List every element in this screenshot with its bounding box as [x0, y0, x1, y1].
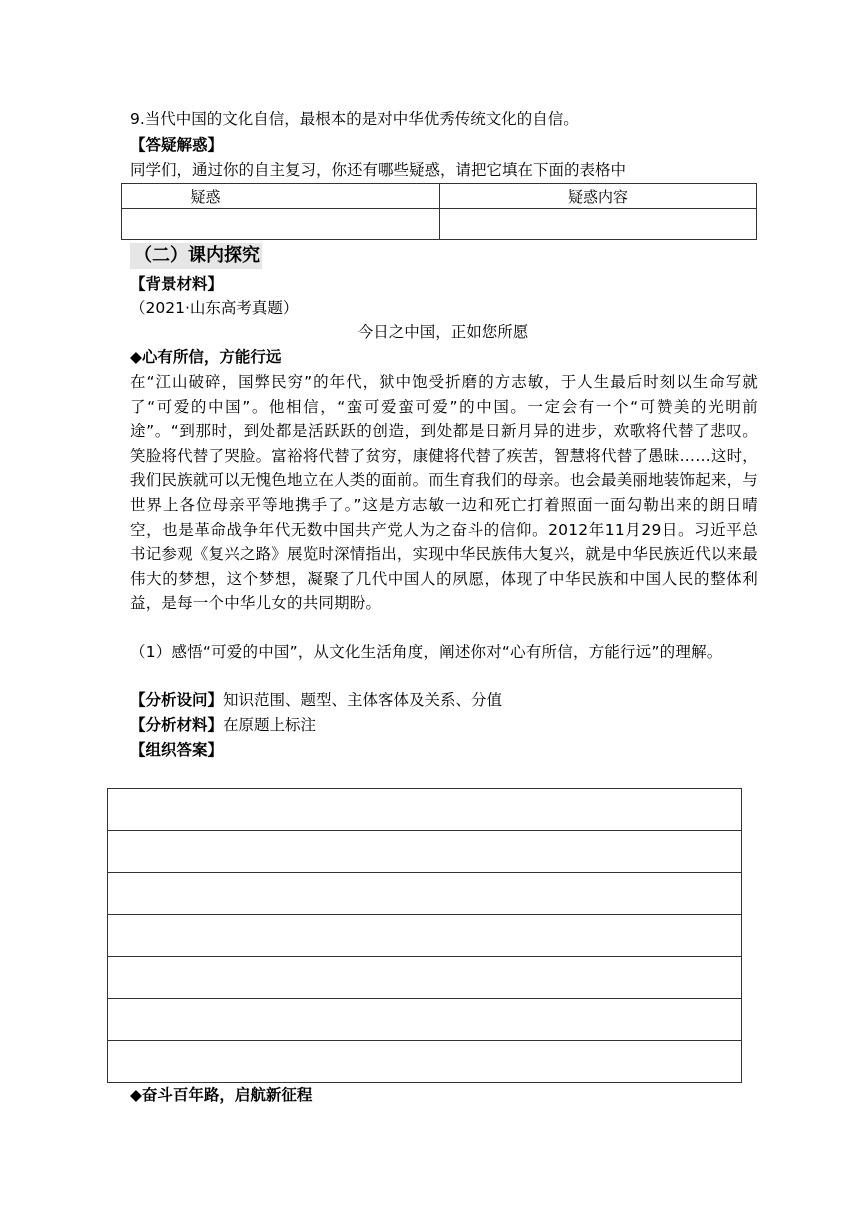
doubt-col-header — [122, 184, 440, 209]
qa-instruction: 同学们，通过你的自主复习，你还有哪些疑惑，请把它填在下面的表格中 — [130, 161, 627, 179]
analysis-material-text: 在原题上标注 — [223, 716, 317, 734]
answer-line[interactable] — [108, 831, 741, 873]
background-label: 【背景材料】 — [130, 275, 224, 293]
analysis-question-label: 【分析设问】 — [130, 691, 224, 709]
qa-heading: 【答疑解惑】 — [130, 136, 224, 154]
answer-line[interactable] — [108, 915, 741, 957]
answer-line[interactable] — [108, 999, 741, 1041]
subheading-1: ◆心有所信，方能行远 — [130, 348, 282, 366]
section-2-heading: （二）课内探究 — [130, 243, 262, 269]
doubt-cell[interactable] — [122, 209, 440, 240]
question-1: （1）感悟“可爱的中国”，从文化生活角度，阐述你对“心有所信，方能行远”的理解。 — [130, 643, 723, 661]
organize-answer-label: 【组织答案】 — [130, 741, 224, 759]
doubt-table-row — [122, 209, 757, 240]
doubt-content-col-header: 疑惑内容 — [440, 184, 757, 209]
doubt-col-label: 疑惑 — [190, 187, 221, 206]
answer-grid — [107, 788, 742, 1083]
item-9: 9.当代中国的文化自信，最根本的是对中华优秀传统文化的自信。 — [130, 110, 579, 128]
answer-line[interactable] — [108, 789, 741, 831]
material-title: 今日之中国，正如您所愿 — [357, 323, 529, 341]
analysis-material-row — [130, 713, 316, 737]
doubt-content-cell[interactable] — [440, 209, 757, 240]
analysis-question-row — [130, 688, 502, 712]
analysis-question-text: 知识范围、题型、主体客体及关系、分值 — [223, 691, 503, 709]
analysis-material-label: 【分析材料】 — [130, 716, 224, 734]
answer-line[interactable] — [108, 873, 741, 915]
background-source: （2021·山东高考真题） — [130, 299, 299, 317]
doubt-table — [121, 183, 757, 240]
subheading-2: ◆奋斗百年路，启航新征程 — [130, 1086, 313, 1104]
answer-line[interactable] — [108, 957, 741, 999]
answer-line[interactable] — [108, 1041, 741, 1082]
doubt-table-header — [122, 184, 757, 209]
material-paragraph: 在“江山破碎，国弊民穷”的年代，狱中饱受折磨的方志敏，于人生最后时刻以生命写就了“可爱的中国”。他相信，“蛮可爱蛮可爱”的中国。一定会有一个“可赞美的光明前途”。“到那时，到处都是活跃跃的创造，到处都是日新月异的进步，欢歌将代替了悲叹。笑脸将代替了哭脸。富裕将代替了贫穷，康健将代替了疾苦，智慧将代替了愚昧……这时，我们民族就可以无愧色地立在人类的面前。而生育我们的母亲。也会最美丽地装饰起来，与世界上各位母亲平等地携手了。”这是方志敏一边和死亡打着照面一面勾勒出来的朗日晴空，也是革命战争年代无数中国共产党人为之奋斗的信仰。2012年11月29日。习近平总书记参观《复兴之路》展览时深情指出，实现中华民族伟大复兴，就是中华民族近代以来最伟大的梦想，这个梦想，凝聚了几代中国人的夙愿，体现了中华民族和中国人民的整体利益，是每一个中华儿女的共同期盼。 — [130, 373, 759, 613]
